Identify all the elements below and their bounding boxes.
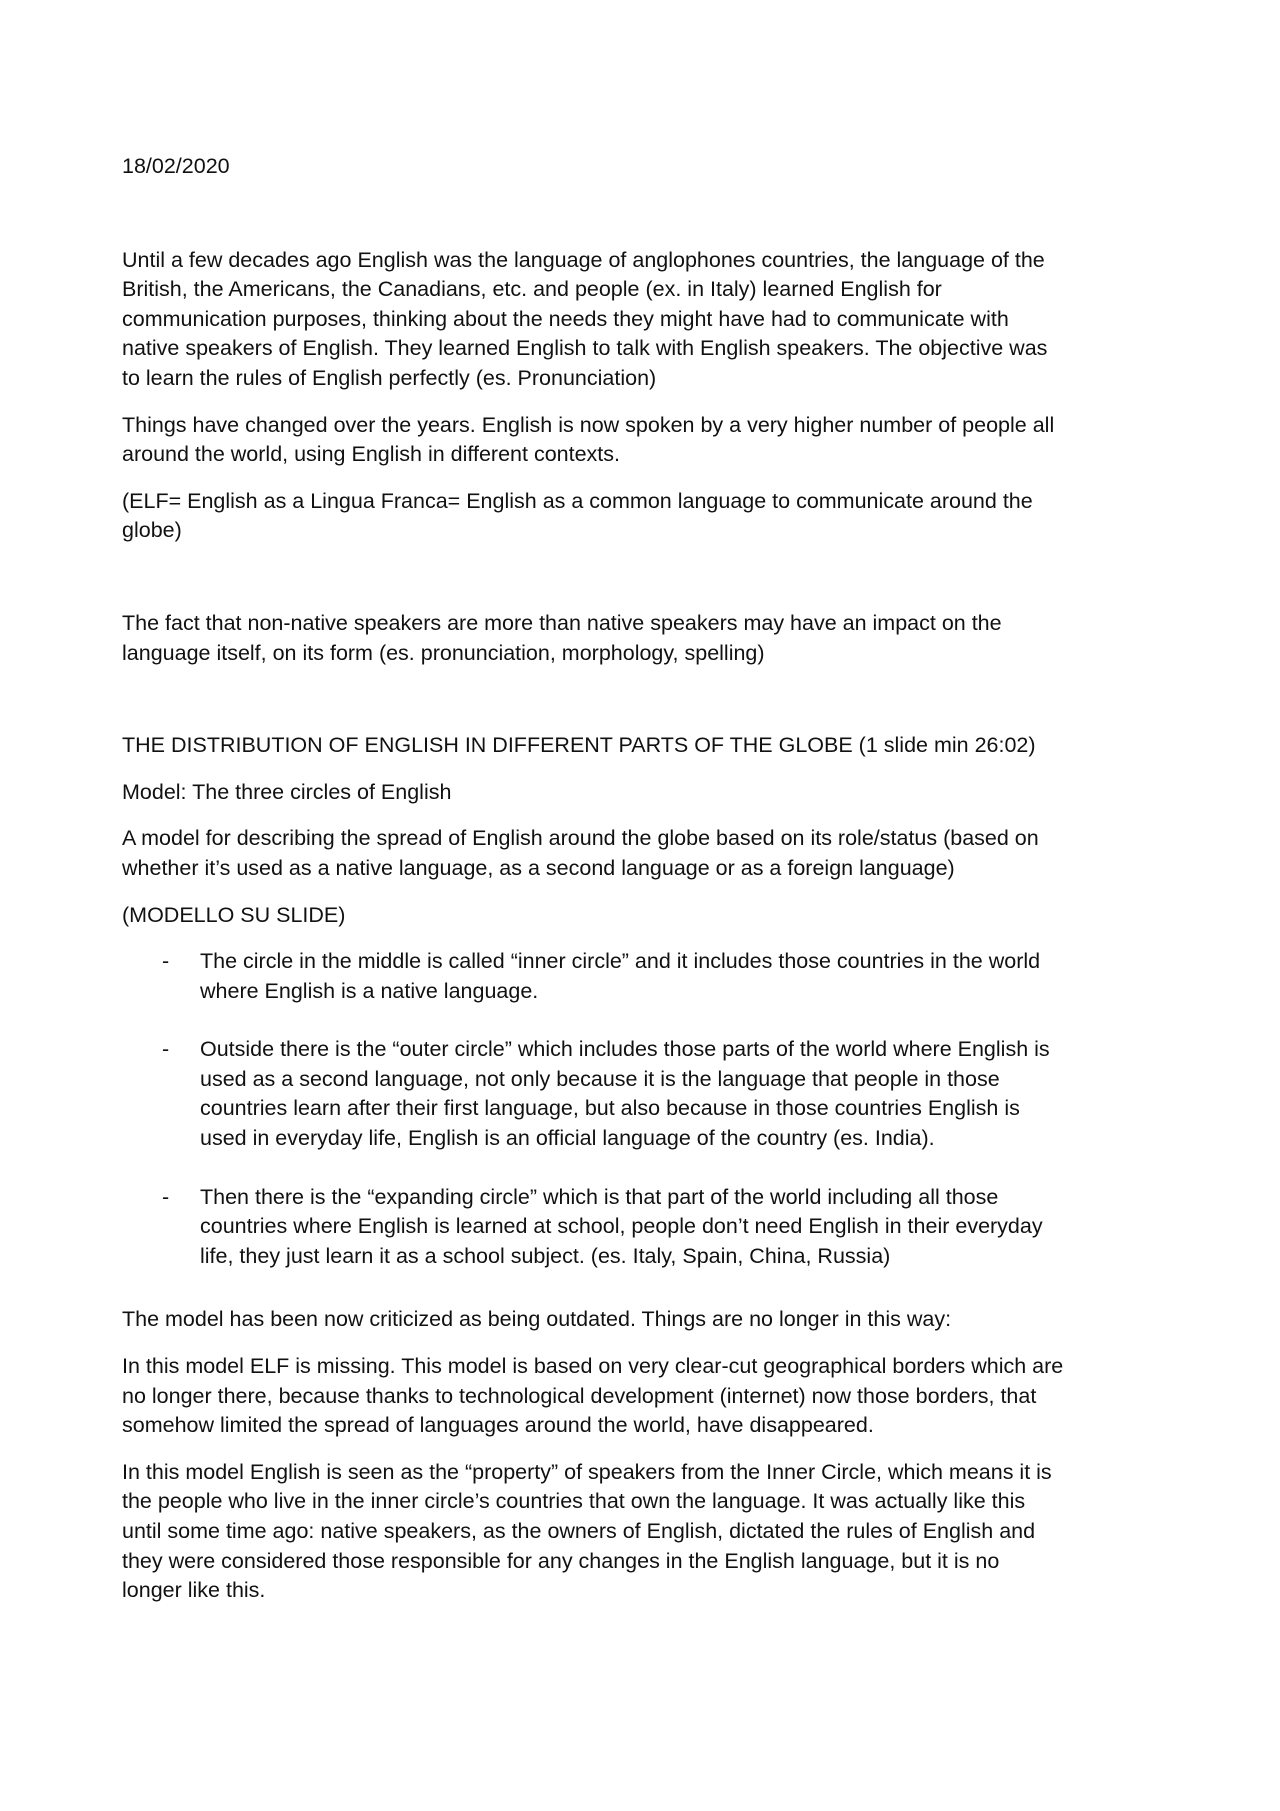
list-item-outer-circle xyxy=(122,1035,1172,1153)
list-item-text: Outside there is the “outer circle” which includes those parts of the world where English is used as a second language, not only because it is the language that people in those countries learn after their first language, but also because in those countries English is used in everyday life, English is an official language of the country (es. India). xyxy=(200,1037,1050,1151)
circles-list xyxy=(122,947,1172,1271)
model-title: Model: The three circles of English xyxy=(122,779,452,804)
model-description: A model for describing the spread of English around the globe based on its role/status (based on whether it’s used as a native language, as a second language or as a foreign language) xyxy=(122,826,1039,880)
paragraph-elf-missing: In this model ELF is missing. This model is based on very clear-cut geographical borders which are no longer there, because thanks to technological development (internet) now those borders, that somehow limited the spread of languages around the world, have disappeared. xyxy=(122,1354,1064,1438)
paragraph-english-property: In this model English is seen as the “property” of speakers from the Inner Circle, which means it is the people who live in the inner circle’s countries that own the language. It was actually like this until some time ago: native speakers, as the owners of English, dictated the rules of English and they were considered those responsible for any changes in the English language, but it is no longer like this. xyxy=(122,1459,1052,1603)
document-body xyxy=(122,152,1172,1606)
paragraph-learning-history: Until a few decades ago English was the language of anglophones countries, the language of the British, the Americans, the Canadians, etc. and people (ex. in Italy) learned English for communication purposes, thinking about the needs they might have had to communicate with native speakers of English. They learned English to talk with English speakers. The objective was to learn the rules of English perfectly (es. Pronunciation) xyxy=(122,247,1048,390)
section-heading: THE DISTRIBUTION OF ENGLISH IN DIFFERENT PARTS OF THE GLOBE (1 slide min 26:02) xyxy=(122,733,1036,758)
bullet-dash: - xyxy=(162,1037,170,1062)
paragraph-changes: Things have changed over the years. English is now spoken by a very higher number of people all around the world, using English in different contexts. xyxy=(122,412,1055,467)
document-date: 18/02/2020 xyxy=(122,154,230,178)
paragraph-elf-definition: (ELF= English as a Lingua Franca= English as a common language to communicate around the globe) xyxy=(122,488,1033,543)
list-item-expanding-circle xyxy=(122,1183,1172,1272)
paragraph-model-outdated: The model has been now criticized as being outdated. Things are no longer in this way: xyxy=(122,1307,952,1332)
paragraph-non-native-impact: The fact that non-native speakers are more than native speakers may have an impact on the language itself, on its form (es. pronunciation, morphology, spelling) xyxy=(122,610,1002,665)
list-item-text: The circle in the middle is called “inner circle” and it includes those countries in the world where English is a native language. xyxy=(200,949,1041,1003)
list-item-text: Then there is the “expanding circle” which is that part of the world including all those countries where English is learned at school, people don’t need English in their everyday life, they just learn it as a school subject. (es. Italy, Spain, China, Russia) xyxy=(200,1184,1043,1268)
list-item-inner-circle xyxy=(122,947,1172,1006)
bullet-dash: - xyxy=(162,1184,170,1209)
slide-note: (MODELLO SU SLIDE) xyxy=(122,902,346,927)
bullet-dash: - xyxy=(162,949,170,974)
